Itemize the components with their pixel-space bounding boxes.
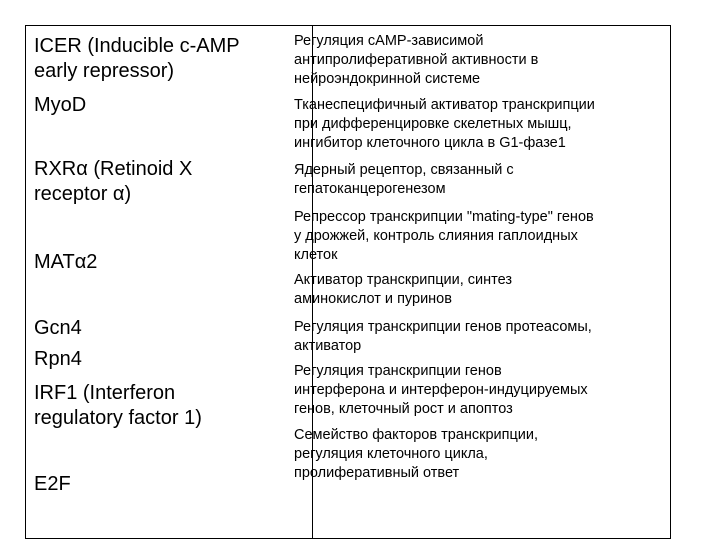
text-line: Регуляция транскрипции генов протеасомы, xyxy=(294,319,592,335)
text-line: Gcn4 xyxy=(34,317,82,339)
text-line: Регуляция транскрипции генов xyxy=(294,363,502,379)
text-line: пролиферативный ответ xyxy=(294,465,460,481)
factor-name-myod xyxy=(34,93,304,118)
factor-description-rxr xyxy=(294,161,674,199)
text-line: Регуляция cAMP-зависимой xyxy=(294,33,484,49)
text-line: Ядерный рецептор, связанный с xyxy=(294,162,514,178)
factor-description-irf1 xyxy=(294,362,674,419)
text-line: MyoD xyxy=(34,94,87,116)
factor-description-icer xyxy=(294,32,674,89)
text-line: early repressor) xyxy=(34,60,175,82)
text-line: аминокислот и пуринов xyxy=(294,291,452,307)
text-line: нейроэндокринной системе xyxy=(294,71,481,87)
factor-name-irf1 xyxy=(34,381,304,431)
text-line: receptor α) xyxy=(34,183,132,205)
text-line: антипролиферативной активности в xyxy=(294,52,539,68)
text-line: у дрожжей, контроль слияния гаплоидных xyxy=(294,228,578,244)
text-line: при дифференцировке скелетных мышц, xyxy=(294,116,572,132)
factor-description-mata2 xyxy=(294,208,674,265)
text-line: Репрессор транскрипции "mating-type" генов xyxy=(294,209,594,225)
text-line: MATα2 xyxy=(34,251,98,273)
text-line: генов, клеточный рост и апоптоз xyxy=(294,401,513,417)
text-line: гепатоканцерогенезом xyxy=(294,181,446,197)
factor-description-e2f xyxy=(294,426,674,483)
data-table xyxy=(25,25,671,539)
text-line: Rpn4 xyxy=(34,348,82,370)
factor-description-gcn4 xyxy=(294,271,674,309)
text-line: интерферона и интерферон-индуцируемых xyxy=(294,382,588,398)
factor-name-rxr xyxy=(34,157,304,207)
factor-name-rpn4 xyxy=(34,347,304,372)
text-line: Активатор транскрипции, синтез xyxy=(294,272,513,288)
factor-name-icer xyxy=(34,34,304,84)
factor-name-mata2 xyxy=(34,250,304,275)
text-line: ICER (Inducible c-AMP xyxy=(34,35,240,57)
factor-description-rpn4 xyxy=(294,318,674,356)
factor-name-gcn4 xyxy=(34,316,304,341)
factor-name-e2f xyxy=(34,472,304,497)
text-line: Тканеспецифичный активатор транскрипции xyxy=(294,97,595,113)
text-line: ингибитор клеточного цикла в G1-фазе1 xyxy=(294,135,566,151)
text-line: клеток xyxy=(294,247,338,263)
factor-description-myod xyxy=(294,96,674,153)
text-line: IRF1 (Interferon xyxy=(34,382,176,404)
text-line: regulatory factor 1) xyxy=(34,407,202,429)
text-line: Семейство факторов транскрипции, xyxy=(294,427,539,443)
text-line: регуляция клеточного цикла, xyxy=(294,446,488,462)
text-line: E2F xyxy=(34,473,71,495)
text-line: RXRα (Retinoid X xyxy=(34,158,193,180)
text-line: активатор xyxy=(294,338,362,354)
